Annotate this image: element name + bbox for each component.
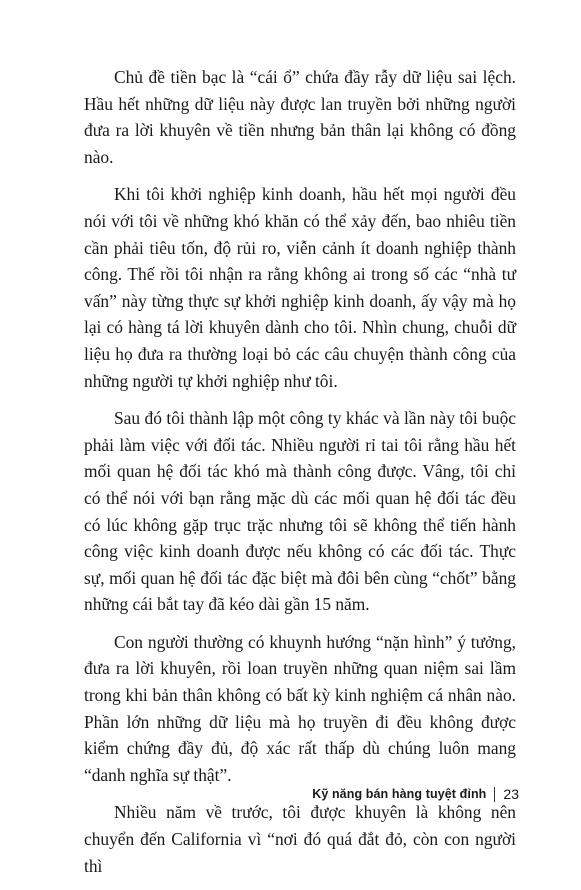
paragraph: Con người thường có khuynh hướng “nặn hình” ý tưởng, đưa ra lời khuyên, rồi loan truyền những quan niệm sai lầm trong khi bản thân không có bất kỳ kinh nghiệm cá nhân nào. Phần lớn những dữ liệu mà họ truyền đi đều không được kiểm chứng đầy đủ, độ xác rất thấp dù chúng luôn mang “danh nghĩa sự thật”.	[84, 631, 516, 785]
running-title: Kỹ năng bán hàng tuyệt đỉnh	[312, 787, 487, 801]
paragraph: Khi tôi khởi nghiệp kinh doanh, hầu hết mọi người đều nói với tôi về những khó khăn có thể xảy đến, bao nhiêu tiền cần phải tiêu tốn, độ rủi ro, viễn cảnh ít doanh nghiệp thành công. Thế rồi tôi nhận ra rằng không ai trong số các “nhà tư vấn” này từng thực sự khởi nghiệp kinh doanh, ấy vậy mà họ lại có hàng tá lời khuyên dành cho tôi. Nhìn chung, chuỗi dữ liệu họ đưa ra thường loại bỏ các câu chuyện thành công của những người tự khởi nghiệp như tôi.	[84, 184, 516, 391]
paragraph: Sau đó tôi thành lập một công ty khác và lần này tôi buộc phải làm việc với đối tác. Nhiều người rỉ tai tôi rằng hầu hết mối quan hệ đối tác khó mà thành công được. Vâng, tôi chỉ có thể nói với bạn rằng mặc dù các mối quan hệ đối tác đều có lúc không gặp trục trặc nhưng tôi sẽ không thể tiến hành công việc kinh doanh được nếu không có các đối tác. Thực sự, mối quan hệ đối tác đặc biệt mà đôi bên cùng “chốt” bằng những cái bắt tay đã kéo dài gần 15 năm.	[84, 408, 516, 615]
page-body	[84, 64, 516, 890]
footer-divider	[494, 787, 495, 802]
paragraph: Chủ đề tiền bạc là “cái ổ” chứa đầy rẫy dữ liệu sai lệch. Hầu hết những dữ liệu này được lan truyền bởi những người đưa ra lời khuyên về tiền nhưng bản thân lại không có đồng nào.	[84, 67, 516, 167]
page-footer	[312, 786, 519, 802]
paragraph: Nhiều năm về trước, tôi được khuyên là không nên chuyển đến California vì “nơi đó quá đắt đỏ, còn con người thì	[84, 802, 516, 876]
page-number: 23	[503, 786, 519, 802]
